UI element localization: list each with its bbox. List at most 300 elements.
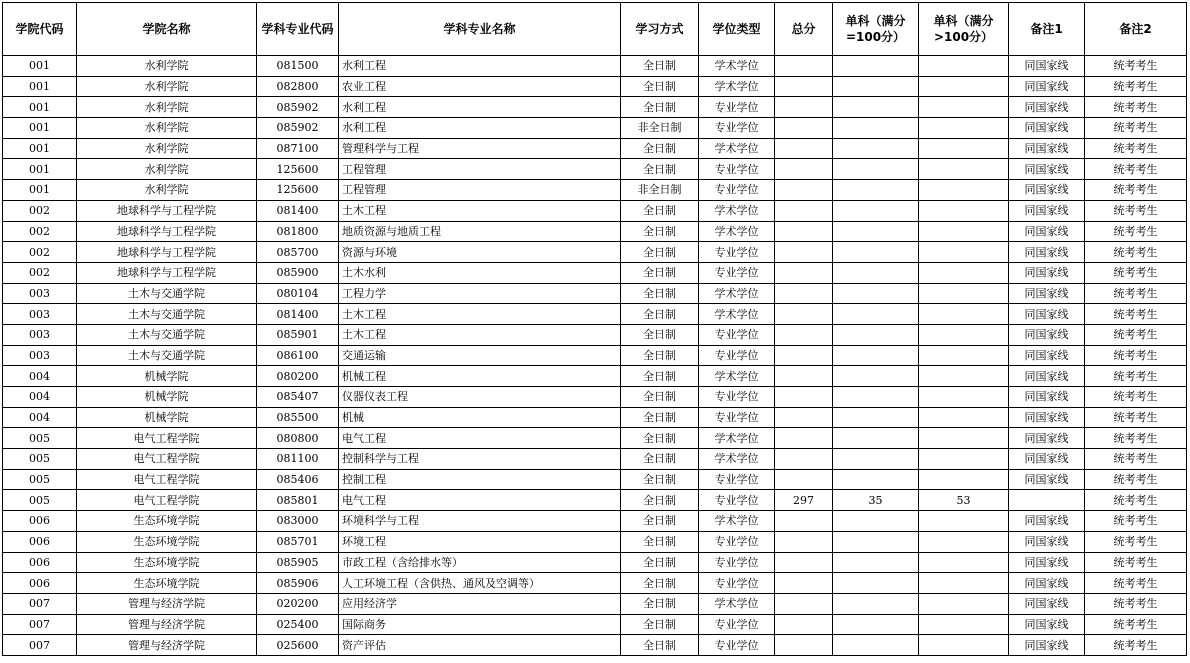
cell-single-100 [833, 200, 919, 221]
cell-college-name: 管理与经济学院 [77, 614, 257, 635]
table-row [3, 76, 1187, 97]
cell-remark-1: 同国家线 [1009, 387, 1085, 408]
cell-study-mode: 全日制 [621, 387, 699, 408]
cell-remark-2: 统考考生 [1085, 345, 1187, 366]
cell-major-code: 081500 [257, 56, 339, 77]
cell-college-name: 地球科学与工程学院 [77, 262, 257, 283]
table-row [3, 387, 1187, 408]
cell-single-over-100 [919, 283, 1009, 304]
cell-degree-type: 学术学位 [699, 511, 775, 532]
cell-remark-1: 同国家线 [1009, 180, 1085, 201]
cell-single-100 [833, 118, 919, 139]
cell-single-over-100 [919, 56, 1009, 77]
cell-college-name: 电气工程学院 [77, 428, 257, 449]
cell-total-score [775, 531, 833, 552]
cell-single-100 [833, 221, 919, 242]
header-study-mode: 学习方式 [621, 3, 699, 56]
cell-remark-2: 统考考生 [1085, 283, 1187, 304]
cell-study-mode: 全日制 [621, 221, 699, 242]
cell-college-name: 水利学院 [77, 159, 257, 180]
cell-major-code: 081100 [257, 449, 339, 470]
cell-total-score [775, 449, 833, 470]
header-college-name: 学院名称 [77, 3, 257, 56]
cell-single-over-100 [919, 573, 1009, 594]
cell-single-over-100 [919, 428, 1009, 449]
cell-college-code: 002 [3, 221, 77, 242]
cell-study-mode: 全日制 [621, 593, 699, 614]
table-row [3, 366, 1187, 387]
cell-total-score [775, 407, 833, 428]
cell-total-score [775, 324, 833, 345]
cell-single-100 [833, 635, 919, 656]
cell-college-code: 005 [3, 490, 77, 511]
cell-remark-1: 同国家线 [1009, 511, 1085, 532]
cell-single-over-100 [919, 552, 1009, 573]
header-single-over-100: 单科（满分>100分） [919, 3, 1009, 56]
cell-college-code: 004 [3, 387, 77, 408]
table-row [3, 614, 1187, 635]
cell-major-name: 管理科学与工程 [339, 138, 621, 159]
cell-college-name: 水利学院 [77, 180, 257, 201]
cell-single-over-100 [919, 221, 1009, 242]
cell-major-name: 水利工程 [339, 118, 621, 139]
cell-degree-type: 学术学位 [699, 593, 775, 614]
cell-study-mode: 全日制 [621, 138, 699, 159]
table-row [3, 138, 1187, 159]
cell-study-mode: 全日制 [621, 200, 699, 221]
cell-single-over-100 [919, 387, 1009, 408]
cell-study-mode: 全日制 [621, 345, 699, 366]
cell-single-over-100: 53 [919, 490, 1009, 511]
cell-college-code: 005 [3, 469, 77, 490]
cell-study-mode: 全日制 [621, 614, 699, 635]
cell-remark-1: 同国家线 [1009, 366, 1085, 387]
cell-college-name: 土木与交通学院 [77, 324, 257, 345]
cell-remark-1: 同国家线 [1009, 262, 1085, 283]
cell-major-name: 土木工程 [339, 200, 621, 221]
cell-college-code: 001 [3, 138, 77, 159]
cell-single-over-100 [919, 242, 1009, 263]
cell-major-name: 控制科学与工程 [339, 449, 621, 470]
cell-single-over-100 [919, 531, 1009, 552]
cell-single-100 [833, 593, 919, 614]
cell-remark-1: 同国家线 [1009, 304, 1085, 325]
cell-remark-1: 同国家线 [1009, 221, 1085, 242]
cell-college-code: 004 [3, 407, 77, 428]
table-row [3, 635, 1187, 656]
cell-major-name: 机械 [339, 407, 621, 428]
header-total-score: 总分 [775, 3, 833, 56]
cell-major-code: 083000 [257, 511, 339, 532]
cell-remark-2: 统考考生 [1085, 138, 1187, 159]
cell-study-mode: 全日制 [621, 573, 699, 594]
cell-college-name: 生态环境学院 [77, 531, 257, 552]
cell-study-mode: 全日制 [621, 428, 699, 449]
table-row [3, 97, 1187, 118]
cell-single-100 [833, 614, 919, 635]
cell-single-over-100 [919, 304, 1009, 325]
cell-college-code: 003 [3, 345, 77, 366]
cell-degree-type: 专业学位 [699, 118, 775, 139]
cell-major-code: 081800 [257, 221, 339, 242]
table-row [3, 449, 1187, 470]
cell-total-score [775, 200, 833, 221]
cell-college-code: 001 [3, 97, 77, 118]
cell-remark-2: 统考考生 [1085, 531, 1187, 552]
table-row [3, 511, 1187, 532]
cell-degree-type: 专业学位 [699, 531, 775, 552]
cell-degree-type: 专业学位 [699, 469, 775, 490]
cell-major-code: 085701 [257, 531, 339, 552]
cell-study-mode: 全日制 [621, 262, 699, 283]
cell-college-name: 地球科学与工程学院 [77, 242, 257, 263]
cell-single-100 [833, 138, 919, 159]
cell-total-score [775, 304, 833, 325]
table-row [3, 407, 1187, 428]
cell-remark-2: 统考考生 [1085, 242, 1187, 263]
cell-major-code: 085902 [257, 118, 339, 139]
cell-college-name: 电气工程学院 [77, 449, 257, 470]
cell-single-100 [833, 159, 919, 180]
cell-degree-type: 学术学位 [699, 56, 775, 77]
cell-college-code: 001 [3, 180, 77, 201]
cell-major-name: 工程管理 [339, 159, 621, 180]
cell-major-name: 土木工程 [339, 324, 621, 345]
cell-single-over-100 [919, 180, 1009, 201]
cell-single-100 [833, 242, 919, 263]
cell-major-name: 环境工程 [339, 531, 621, 552]
cell-degree-type: 专业学位 [699, 573, 775, 594]
header-major-name: 学科专业名称 [339, 3, 621, 56]
table-row [3, 304, 1187, 325]
cell-major-code: 125600 [257, 159, 339, 180]
cell-major-code: 082800 [257, 76, 339, 97]
cell-college-code: 002 [3, 262, 77, 283]
cell-college-name: 电气工程学院 [77, 490, 257, 511]
cell-major-code: 081400 [257, 304, 339, 325]
cell-study-mode: 全日制 [621, 366, 699, 387]
cell-single-100 [833, 97, 919, 118]
cell-study-mode: 全日制 [621, 531, 699, 552]
cell-degree-type: 专业学位 [699, 97, 775, 118]
table-row [3, 221, 1187, 242]
cell-remark-2: 统考考生 [1085, 180, 1187, 201]
cell-total-score [775, 366, 833, 387]
header-remark-2: 备注2 [1085, 3, 1187, 56]
cell-remark-1: 同国家线 [1009, 159, 1085, 180]
cell-total-score [775, 511, 833, 532]
cell-total-score [775, 283, 833, 304]
cell-total-score [775, 469, 833, 490]
cell-major-name: 仪器仪表工程 [339, 387, 621, 408]
cell-major-code: 087100 [257, 138, 339, 159]
cell-college-name: 生态环境学院 [77, 552, 257, 573]
cell-major-name: 地质资源与地质工程 [339, 221, 621, 242]
cell-degree-type: 学术学位 [699, 283, 775, 304]
cell-remark-1: 同国家线 [1009, 614, 1085, 635]
cell-remark-2: 统考考生 [1085, 428, 1187, 449]
score-table [2, 2, 1187, 656]
cell-remark-2: 统考考生 [1085, 118, 1187, 139]
cell-degree-type: 专业学位 [699, 159, 775, 180]
header-remark-1: 备注1 [1009, 3, 1085, 56]
cell-single-over-100 [919, 366, 1009, 387]
cell-college-name: 机械学院 [77, 407, 257, 428]
cell-remark-1: 同国家线 [1009, 56, 1085, 77]
cell-remark-1: 同国家线 [1009, 573, 1085, 594]
cell-study-mode: 全日制 [621, 449, 699, 470]
cell-major-code: 020200 [257, 593, 339, 614]
header-single-100: 单科（满分=100分） [833, 3, 919, 56]
cell-college-name: 水利学院 [77, 56, 257, 77]
cell-major-name: 电气工程 [339, 428, 621, 449]
cell-remark-2: 统考考生 [1085, 573, 1187, 594]
cell-degree-type: 学术学位 [699, 76, 775, 97]
cell-single-100 [833, 76, 919, 97]
cell-total-score [775, 180, 833, 201]
cell-study-mode: 全日制 [621, 324, 699, 345]
cell-college-name: 水利学院 [77, 118, 257, 139]
cell-single-100 [833, 304, 919, 325]
cell-single-over-100 [919, 511, 1009, 532]
cell-single-100 [833, 573, 919, 594]
cell-college-code: 002 [3, 200, 77, 221]
cell-major-code: 080104 [257, 283, 339, 304]
cell-major-name: 国际商务 [339, 614, 621, 635]
cell-major-code: 085900 [257, 262, 339, 283]
cell-major-name: 交通运输 [339, 345, 621, 366]
cell-major-code: 085406 [257, 469, 339, 490]
cell-study-mode: 全日制 [621, 304, 699, 325]
cell-single-over-100 [919, 159, 1009, 180]
table-row [3, 345, 1187, 366]
cell-college-code: 006 [3, 531, 77, 552]
cell-college-name: 管理与经济学院 [77, 593, 257, 614]
cell-major-code: 085902 [257, 97, 339, 118]
cell-remark-2: 统考考生 [1085, 221, 1187, 242]
table-row [3, 200, 1187, 221]
cell-college-code: 001 [3, 159, 77, 180]
cell-major-name: 资源与环境 [339, 242, 621, 263]
table-row [3, 573, 1187, 594]
cell-single-over-100 [919, 97, 1009, 118]
cell-study-mode: 全日制 [621, 511, 699, 532]
table-row [3, 118, 1187, 139]
cell-study-mode: 全日制 [621, 242, 699, 263]
cell-college-name: 生态环境学院 [77, 511, 257, 532]
cell-remark-1: 同国家线 [1009, 345, 1085, 366]
cell-single-100 [833, 283, 919, 304]
cell-college-code: 004 [3, 366, 77, 387]
cell-remark-1: 同国家线 [1009, 469, 1085, 490]
cell-single-100 [833, 56, 919, 77]
cell-remark-2: 统考考生 [1085, 366, 1187, 387]
cell-major-code: 085906 [257, 573, 339, 594]
table-row [3, 242, 1187, 263]
cell-degree-type: 专业学位 [699, 387, 775, 408]
cell-total-score [775, 242, 833, 263]
cell-remark-2: 统考考生 [1085, 552, 1187, 573]
cell-degree-type: 学术学位 [699, 304, 775, 325]
table-row [3, 56, 1187, 77]
cell-degree-type: 学术学位 [699, 366, 775, 387]
cell-college-name: 水利学院 [77, 76, 257, 97]
cell-single-over-100 [919, 593, 1009, 614]
cell-study-mode: 全日制 [621, 490, 699, 511]
cell-college-code: 001 [3, 76, 77, 97]
cell-degree-type: 专业学位 [699, 262, 775, 283]
cell-single-over-100 [919, 345, 1009, 366]
cell-study-mode: 全日制 [621, 635, 699, 656]
cell-remark-1: 同国家线 [1009, 552, 1085, 573]
cell-single-100 [833, 366, 919, 387]
cell-college-code: 005 [3, 428, 77, 449]
cell-major-code: 086100 [257, 345, 339, 366]
cell-college-name: 地球科学与工程学院 [77, 221, 257, 242]
cell-major-code: 085901 [257, 324, 339, 345]
cell-college-code: 006 [3, 552, 77, 573]
table-row [3, 262, 1187, 283]
table-row [3, 531, 1187, 552]
cell-remark-2: 统考考生 [1085, 200, 1187, 221]
cell-study-mode: 全日制 [621, 407, 699, 428]
cell-total-score [775, 593, 833, 614]
cell-remark-1: 同国家线 [1009, 118, 1085, 139]
cell-single-100 [833, 324, 919, 345]
cell-remark-1: 同国家线 [1009, 531, 1085, 552]
cell-single-over-100 [919, 200, 1009, 221]
cell-remark-2: 统考考生 [1085, 262, 1187, 283]
table-row [3, 180, 1187, 201]
cell-degree-type: 学术学位 [699, 200, 775, 221]
cell-total-score [775, 118, 833, 139]
cell-single-100 [833, 407, 919, 428]
cell-total-score [775, 552, 833, 573]
cell-remark-1: 同国家线 [1009, 407, 1085, 428]
cell-degree-type: 专业学位 [699, 635, 775, 656]
cell-college-code: 001 [3, 56, 77, 77]
cell-study-mode: 全日制 [621, 56, 699, 77]
table-header [3, 3, 1187, 56]
table-row [3, 593, 1187, 614]
score-table-sheet [2, 2, 1187, 656]
cell-single-over-100 [919, 262, 1009, 283]
cell-degree-type: 学术学位 [699, 138, 775, 159]
cell-study-mode: 全日制 [621, 552, 699, 573]
cell-college-name: 地球科学与工程学院 [77, 200, 257, 221]
cell-major-code: 085500 [257, 407, 339, 428]
cell-total-score [775, 428, 833, 449]
cell-major-code: 125600 [257, 180, 339, 201]
cell-remark-2: 统考考生 [1085, 593, 1187, 614]
cell-major-code: 085407 [257, 387, 339, 408]
cell-single-over-100 [919, 118, 1009, 139]
cell-major-name: 资产评估 [339, 635, 621, 656]
cell-major-name: 水利工程 [339, 56, 621, 77]
cell-major-name: 机械工程 [339, 366, 621, 387]
cell-major-code: 080200 [257, 366, 339, 387]
cell-single-100 [833, 180, 919, 201]
cell-college-code: 003 [3, 304, 77, 325]
cell-remark-1: 同国家线 [1009, 449, 1085, 470]
cell-remark-2: 统考考生 [1085, 76, 1187, 97]
cell-single-over-100 [919, 449, 1009, 470]
cell-remark-2: 统考考生 [1085, 56, 1187, 77]
cell-single-over-100 [919, 469, 1009, 490]
cell-remark-1: 同国家线 [1009, 242, 1085, 263]
cell-remark-1: 同国家线 [1009, 324, 1085, 345]
cell-college-code: 007 [3, 614, 77, 635]
cell-major-code: 085700 [257, 242, 339, 263]
cell-single-100 [833, 345, 919, 366]
cell-degree-type: 专业学位 [699, 324, 775, 345]
table-row [3, 324, 1187, 345]
cell-college-name: 生态环境学院 [77, 573, 257, 594]
cell-major-name: 工程力学 [339, 283, 621, 304]
cell-major-name: 应用经济学 [339, 593, 621, 614]
table-row [3, 490, 1187, 511]
cell-major-code: 080800 [257, 428, 339, 449]
cell-major-code: 025400 [257, 614, 339, 635]
cell-total-score [775, 614, 833, 635]
cell-major-code: 081400 [257, 200, 339, 221]
cell-degree-type: 专业学位 [699, 407, 775, 428]
cell-remark-1: 同国家线 [1009, 428, 1085, 449]
cell-total-score [775, 635, 833, 656]
cell-remark-1 [1009, 490, 1085, 511]
cell-study-mode: 非全日制 [621, 180, 699, 201]
cell-single-over-100 [919, 635, 1009, 656]
cell-remark-1: 同国家线 [1009, 76, 1085, 97]
cell-degree-type: 专业学位 [699, 180, 775, 201]
cell-total-score [775, 221, 833, 242]
cell-degree-type: 学术学位 [699, 428, 775, 449]
cell-degree-type: 专业学位 [699, 552, 775, 573]
cell-major-name: 农业工程 [339, 76, 621, 97]
cell-college-name: 机械学院 [77, 366, 257, 387]
cell-major-name: 市政工程（含给排水等） [339, 552, 621, 573]
cell-college-name: 土木与交通学院 [77, 345, 257, 366]
cell-single-over-100 [919, 324, 1009, 345]
cell-major-code: 085801 [257, 490, 339, 511]
cell-total-score [775, 97, 833, 118]
cell-college-code: 007 [3, 593, 77, 614]
cell-college-code: 003 [3, 324, 77, 345]
cell-remark-1: 同国家线 [1009, 97, 1085, 118]
cell-remark-2: 统考考生 [1085, 159, 1187, 180]
cell-degree-type: 专业学位 [699, 490, 775, 511]
cell-college-name: 水利学院 [77, 138, 257, 159]
cell-major-name: 电气工程 [339, 490, 621, 511]
cell-total-score: 297 [775, 490, 833, 511]
cell-remark-2: 统考考生 [1085, 490, 1187, 511]
cell-major-code: 025600 [257, 635, 339, 656]
cell-remark-1: 同国家线 [1009, 138, 1085, 159]
cell-remark-2: 统考考生 [1085, 324, 1187, 345]
cell-degree-type: 学术学位 [699, 221, 775, 242]
cell-single-100 [833, 262, 919, 283]
cell-major-name: 控制工程 [339, 469, 621, 490]
cell-study-mode: 全日制 [621, 159, 699, 180]
cell-college-code: 005 [3, 449, 77, 470]
table-row [3, 552, 1187, 573]
cell-single-over-100 [919, 76, 1009, 97]
table-row [3, 283, 1187, 304]
header-major-code: 学科专业代码 [257, 3, 339, 56]
cell-college-name: 管理与经济学院 [77, 635, 257, 656]
cell-college-code: 002 [3, 242, 77, 263]
cell-single-over-100 [919, 614, 1009, 635]
